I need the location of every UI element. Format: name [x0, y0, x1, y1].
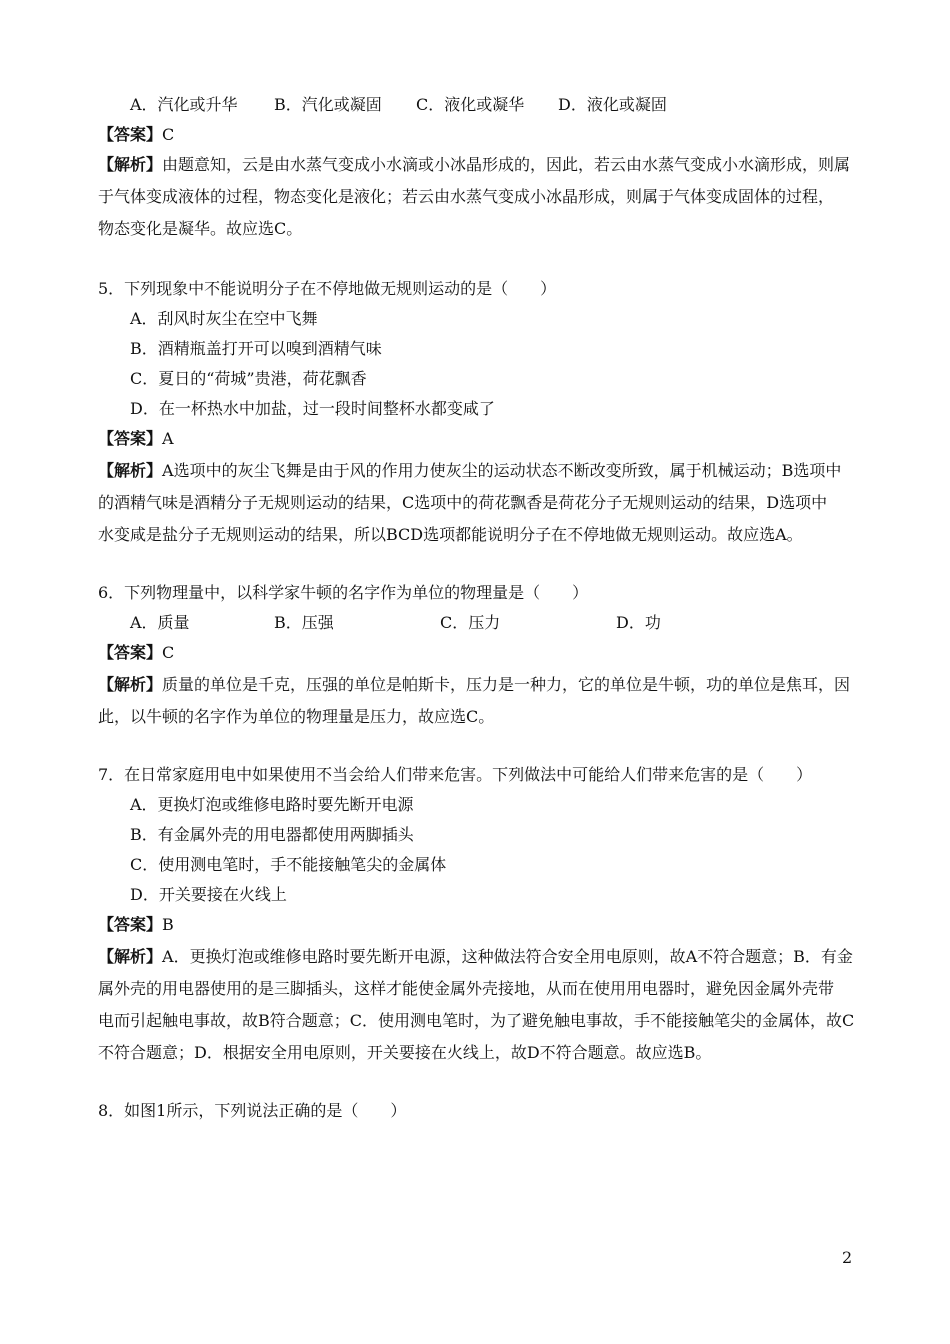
q4-choice-b: B．汽化或凝固: [274, 95, 382, 114]
page-number: 2: [842, 1248, 853, 1267]
q4-analysis-line-2: 于气体变成液体的过程，物态变化是液化；若云由水蒸气变成小冰晶形成，则属于气体变成固体的过程，: [98, 187, 835, 206]
q4-analysis-line-3: 物态变化是凝华。故应选C。: [98, 219, 303, 238]
analysis-label: 【解析】: [98, 675, 163, 694]
analysis-label: 【解析】: [98, 461, 163, 480]
q4-choice-d: D．液化或凝固: [558, 95, 667, 114]
q6-choice-d: D．功: [616, 613, 661, 632]
answer-label: 【答案】: [98, 915, 163, 934]
q6-analysis-line-2: 此，以牛顿的名字作为单位的物理量是压力，故应选C。: [98, 707, 495, 726]
q7-analysis-line-3: 电而引起触电事故，故B符合题意；C．使用测电笔时，为了避免触电事故，手不能接触笔尖的金属体，故C: [98, 1011, 855, 1030]
q5-analysis-line-2: 的酒精气味是酒精分子无规则运动的结果，C选项中的荷花飘香是荷花分子无规则运动的结果，D选项中: [98, 493, 828, 512]
q4-choice-a: A．汽化或升华: [130, 95, 238, 114]
q7-choice-c: C．使用测电笔时，手不能接触笔尖的金属体: [130, 855, 447, 874]
answer-label: 【答案】: [98, 429, 163, 448]
answer-label: 【答案】: [98, 125, 163, 144]
q7-analysis-line-4: 不符合题意；D．根据安全用电原则，开关要接在火线上，故D不符合题意。故应选B。: [98, 1043, 712, 1062]
q6-choice-b: B．压强: [274, 613, 334, 632]
q6-answer-value: C: [162, 643, 175, 662]
q6-answer: [98, 642, 174, 664]
q5-answer-value: A: [162, 429, 174, 448]
q5-analysis-line-3: 水变咸是盐分子无规则运动的结果，所以BCD选项都能说明分子在不停地做无规则运动。故应选A。: [98, 525, 803, 544]
q8-stem: 8．如图1所示，下列说法正确的是（ ）: [98, 1101, 407, 1120]
q6-choice-a: A．质量: [130, 613, 190, 632]
q4-choice-c: C．液化或凝华: [416, 95, 525, 114]
q7-analysis-line-2: 属外壳的用电器使用的是三脚插头，这样才能使金属外壳接地，从而在使用用电器时，避免因金属外壳带: [98, 979, 835, 998]
answer-label: 【答案】: [98, 643, 163, 662]
q7-choice-d: D．开关要接在火线上: [130, 885, 287, 904]
q5-stem: 5．下列现象中不能说明分子在不停地做无规则运动的是（ ）: [98, 279, 557, 298]
q6-stem: 6．下列物理量中，以科学家牛顿的名字作为单位的物理量是（ ）: [98, 583, 589, 602]
q4-answer-value: C: [162, 125, 175, 144]
q6-choice-c: C．压力: [440, 613, 501, 632]
q7-stem: 7．在日常家庭用电中如果使用不当会给人们带来危害。下列做法中可能给人们带来危害的是（ ）: [98, 765, 813, 784]
q7-choice-b: B．有金属外壳的用电器都使用两脚插头: [130, 825, 414, 844]
q4-answer: [98, 124, 174, 146]
q7-choice-a: A．更换灯泡或维修电路时要先断开电源: [130, 795, 414, 814]
q5-choice-d: D．在一杯热水中加盐，过一段时间整杯水都变咸了: [130, 399, 495, 418]
q7-answer-value: B: [162, 915, 174, 934]
analysis-label: 【解析】: [98, 947, 163, 966]
q7-answer: [98, 914, 174, 936]
q5-analysis-line-1: 【解析】A选项中的灰尘飞舞是由于风的作用力使灰尘的运动状态不断改变所致，属于机械运动；B选项中: [98, 461, 842, 480]
q6-analysis-line-1: 【解析】质量的单位是千克，压强的单位是帕斯卡，压力是一种力，它的单位是牛顿，功的单位是焦耳，因: [98, 675, 851, 694]
q4-analysis-line-1: 【解析】由题意知，云是由水蒸气变成小水滴或小冰晶形成的，因此，若云由水蒸气变成小水滴形成，则属: [98, 155, 851, 174]
q5-choice-c: C．夏日的“荷城”贵港，荷花飘香: [130, 369, 367, 388]
analysis-label: 【解析】: [98, 155, 163, 174]
q5-answer: [98, 428, 174, 450]
q5-choice-a: A．刮风时灰尘在空中飞舞: [130, 309, 318, 328]
q5-choice-b: B．酒精瓶盖打开可以嗅到酒精气味: [130, 339, 382, 358]
q7-analysis-line-1: 【解析】A．更换灯泡或维修电路时要先断开电源，这种做法符合安全用电原则，故A不符合题意；B．有金: [98, 947, 853, 966]
